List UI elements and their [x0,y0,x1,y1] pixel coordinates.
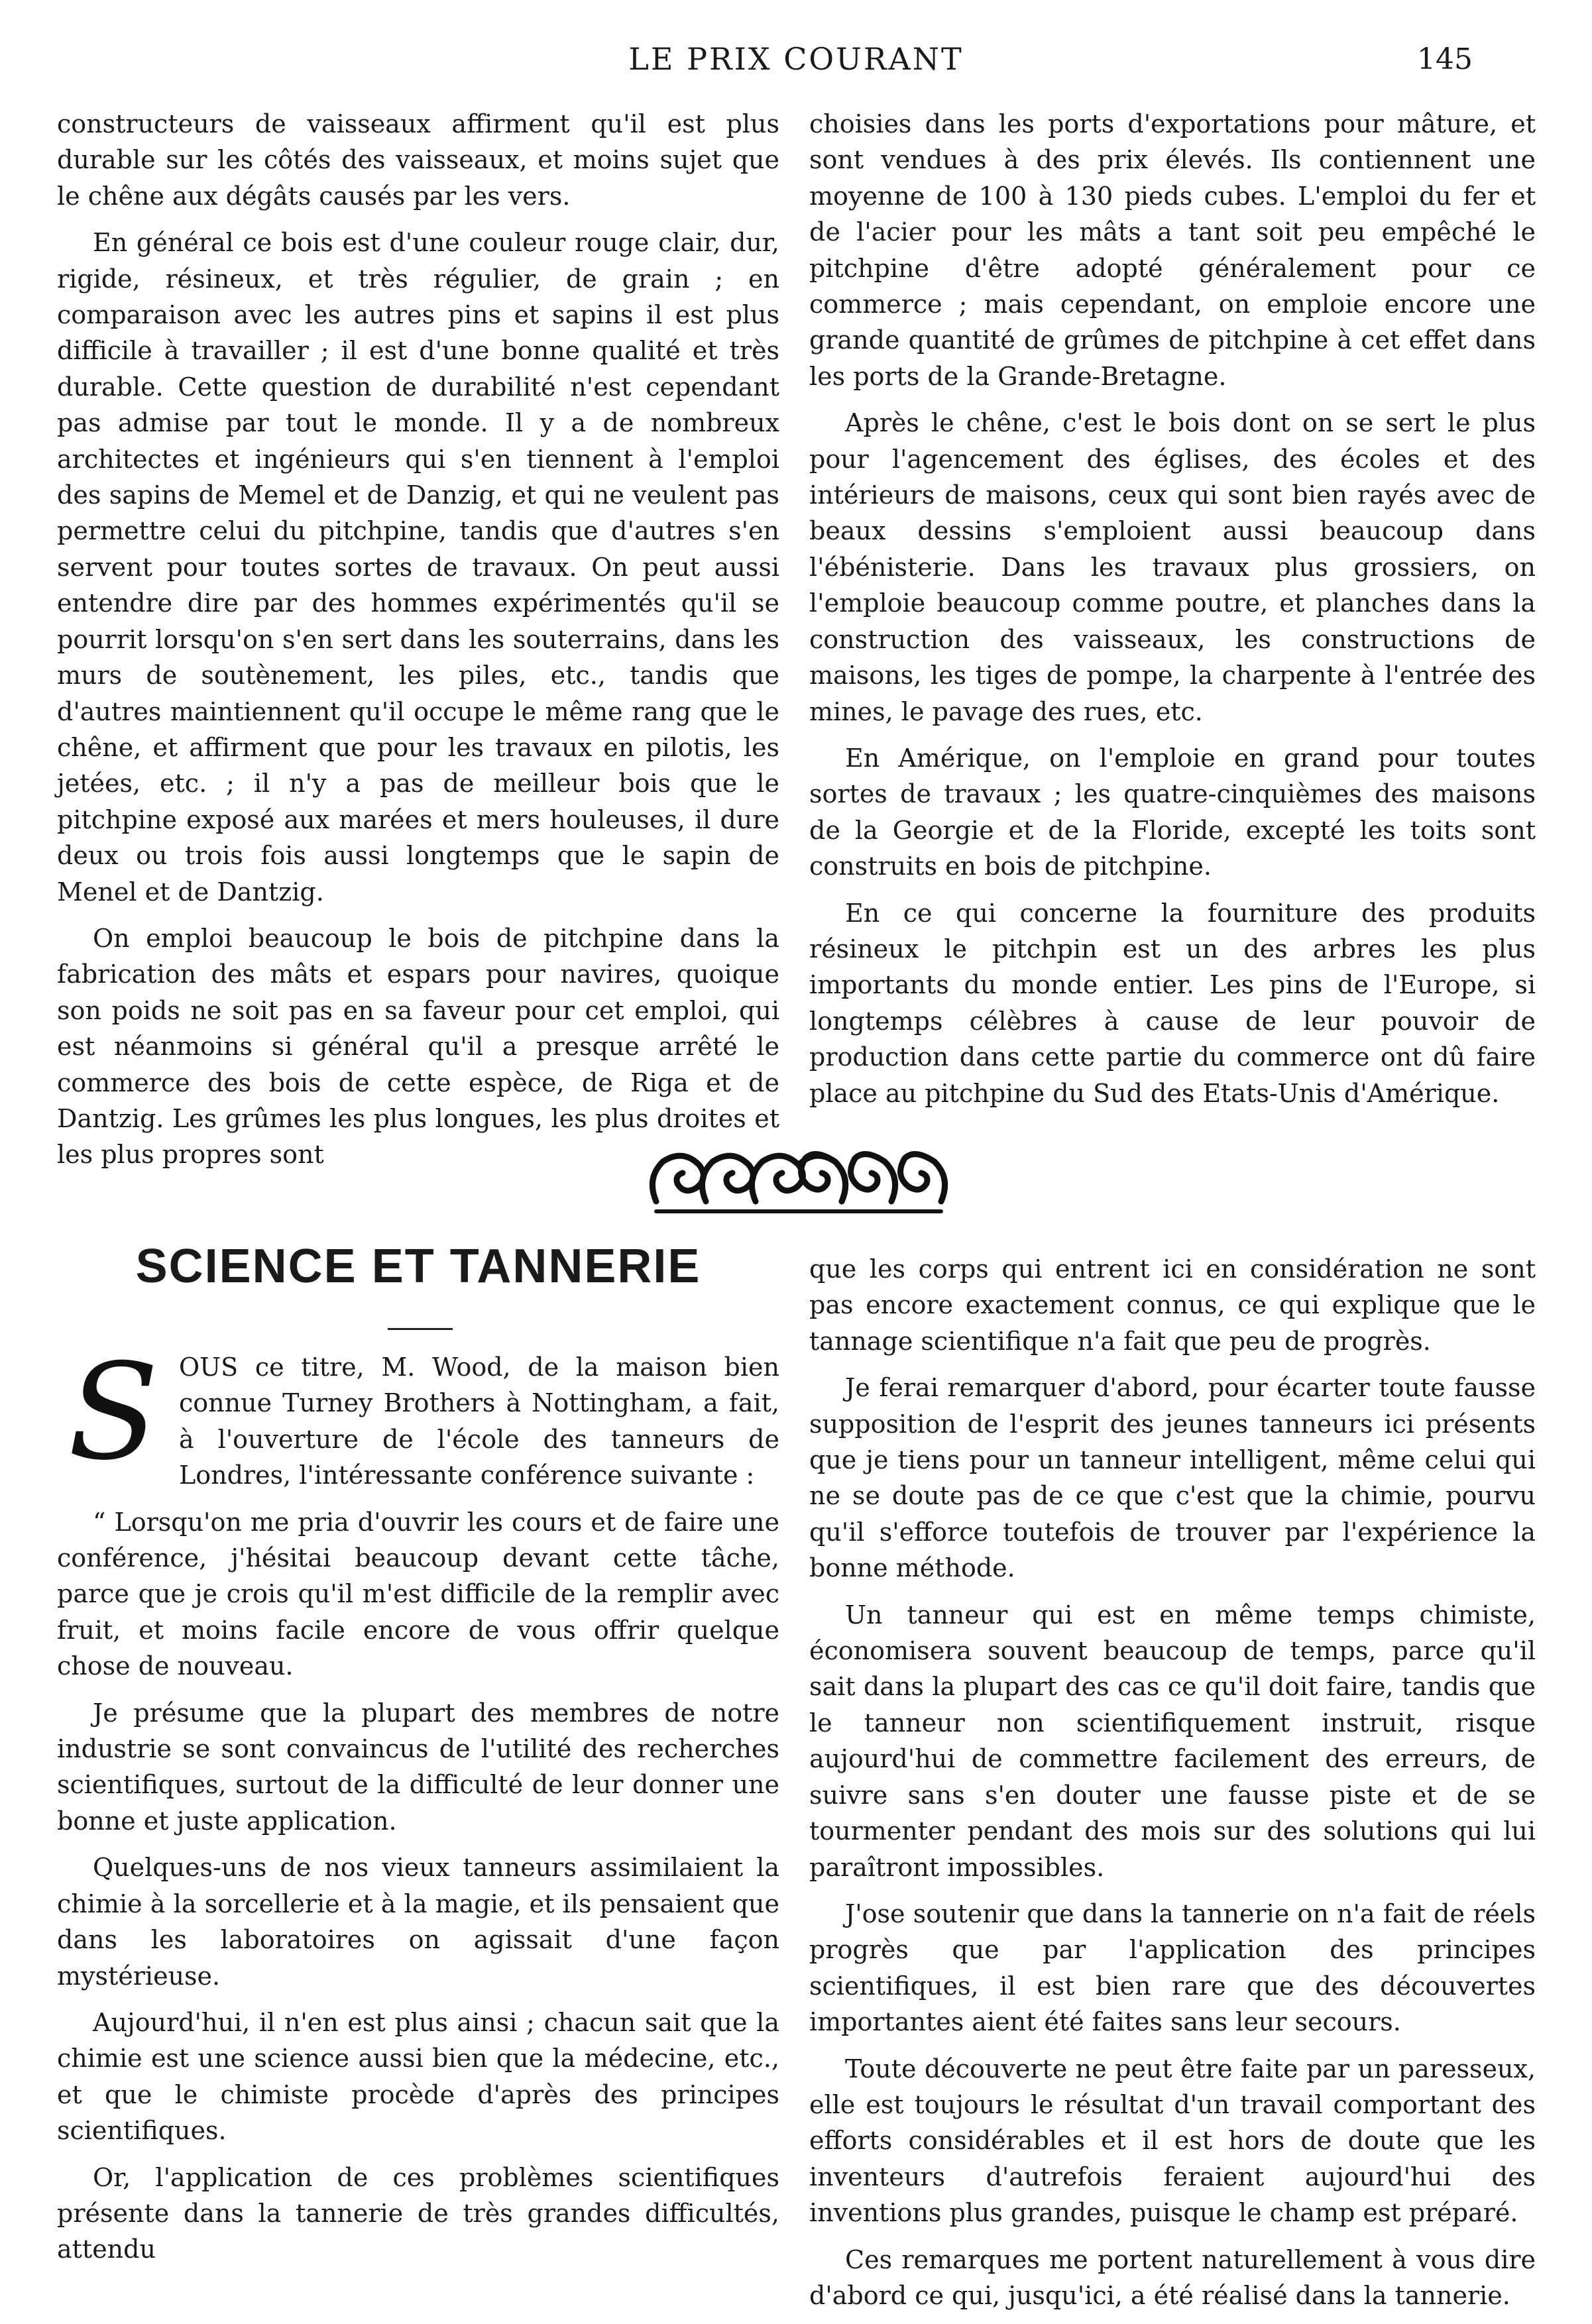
article-title: SCIENCE ET TANNERIE [135,1240,701,1293]
paragraph: que les corps qui entrent ici en considération ne sont pas encore exactement connus, ce qui explique que le tannage scientifique n'a fait que peu de progrès. [809,1254,1536,1356]
paragraph: En ce qui concerne la fourniture des produits résineux le pitchpin est un des arbres les plus importants du monde entier. Les pins de l'Europe, si longtemps célèbres à cause de leur pouvoir de production dans cette partie du commerce ont dû faire place au pitchpine du Sud des Etats-Unis d'Amérique. [809,898,1536,1108]
paragraph: Je ferai remarquer d'abord, pour écarter toute fausse supposition de l'esprit des jeunes tanneurs ici présents que je tiens pour un tanneur intelligent, même celui qui ne se doute pas de ce que c'est que la chimie, pourvu qu'il s'efforce toutefois de trouver par l'expérience la bonne méthode. [809,1373,1536,1583]
running-header-title: LE PRIX COURANT [628,41,964,77]
paragraph: Après le chêne, c'est le bois dont on se sert le plus pour l'agencement des églises, des écoles et des intérieurs de maisons, ceux qui sont bien rayés avec de beaux dessins s'emploient aussi beaucoup dans l'ébénisterie. Dans les travaux plus grossiers, on l'emploie beaucoup comme poutre, et planches dans la construction des vaisseaux, les constructions de maisons, les tiges de pompe, la charpente à l'entrée des mines, le pavage des rues, etc. [809,408,1536,726]
article-right-column [809,1251,1536,2324]
paragraph: On emploi beaucoup le bois de pitchpine dans la fabrication des mâts et espars pour navires, quoique son poids ne soit pas en sa faveur pour cet emploi, qui est néanmoins si général qu'il a presque arrêté le commerce des bois de cette espèce, de Riga et de Dantzig. Les grûmes les plus longues, les plus droites et les plus propres sont [57,923,779,1170]
paragraph: En général ce bois est d'une couleur rouge clair, dur, rigide, résineux, et très régulier, de grain ; en comparaison avec les autres pins et sapins il est plus difficile à travailler ; il est d'une bonne qualité et très durable. Cette question de durabilité n'est cependant pas admise par tout le monde. Il y a de nombreux architectes et ingénieurs qui s'en tiennent à l'emploi des sapins de Memel et de Danzig, et qui ne veulent pas permettre celui du pitchpine, tandis que d'autres s'en servent pour toutes sortes de travaux. On peut aussi entendre dire par des hommes expérimentés qu'il se pourrit lorsqu'on s'en sert dans les souterrains, dans les murs de soutènement, les piles, etc., tandis que d'autres maintiennent qu'il occupe le même rang que le chêne, et affirment que pour les travaux en pilotis, les jetées, etc. ; il n'y a pas de meilleur bois que le pitchpine exposé aux marées et mers houleuses, il dure deux ou trois fois aussi longtemps que le sapin de Menel et de Dantzig. [57,228,779,907]
article-left-column [57,1349,779,2278]
paragraph: choisies dans les ports d'exportations pour mâture, et sont vendues à des prix élevés. Ils contiennent une moyenne de 100 à 130 pieds cubes. L'emploi du fer et de l'acier pour les mâts a tant soit peu empêché le pitchpine d'être adopté généralement pour ce commerce ; mais cependant, on emploie encore une grande quantité de grûmes de pitchpine à cet effet dans les ports de la Grande-Bretagne. [809,109,1536,391]
paragraph: “ Lorsqu'on me pria d'ouvrir les cours et de faire une conférence, j'hésitai beaucoup devant cette tâche, parce que je crois qu'il m'est difficile de la remplir avec fruit, et moins facile encore de vous offrir quelque chose de nouveau. [57,1507,779,1681]
paragraph: Or, l'application de ces problèmes scientifiques présente dans la tannerie de très grandes difficultés, attendu [57,2162,779,2264]
title-rule [388,1328,453,1330]
page-number: 145 [1417,42,1473,76]
top-right-column [809,106,1536,1122]
top-left-column [57,106,779,1184]
paragraph: Un tanneur qui est en même temps chimiste, économisera souvent beaucoup de temps, parce qu'il sait dans la plupart des cas ce qu'il doit faire, tandis que le tanneur non scientifiquement instruit, risque aujourd'hui de commettre facilement des erreurs, de suivre sans s'en douter une fausse piste et de se tourmenter pendant des mois sur des solutions qui lui paraîtront impossibles. [809,1600,1536,1882]
intro-block [57,1349,779,1494]
paragraph: constructeurs de vaisseaux affirment qu'il est plus durable sur les côtés des vaisseaux, et moins sujet que le chêne aux dégâts causés par les vers. [57,109,779,211]
paragraph: Je présume que la plupart des membres de notre industrie se sont convaincus de l'utilité des recherches scientifiques, surtout de la difficulté de leur donner une bonne et juste application. [57,1698,779,1836]
spiral-ornament-divider [643,1138,954,1225]
paragraph: J'ose soutenir que dans la tannerie on n'a fait de réels progrès que par l'application des principes scientifiques, il est bien rare que des découvertes importantes aient été faites sans leur secours. [809,1899,1536,2037]
intro-paragraph: OUS ce titre, M. Wood, de la maison bien connue Turney Brothers à Nottingham, a fait, à l'ouverture de l'école des tanneurs de Londres, l'intéressante conférence suivante : [179,1353,779,1490]
paragraph: Aujourd'hui, il n'en est plus ainsi ; chacun sait que la chimie est une science aussi bien que la médecine, etc., et que le chimiste procède d'après des principes scientifiques. [57,2007,779,2146]
paragraph: Toute découverte ne peut être faite par un paresseux, elle est toujours le résultat d'un travail comportant des efforts considérables et il est hors de doute que les inventeurs d'autrefois feraient aujourd'hui des inventions plus grandes, puisque le champ est préparé. [809,2054,1536,2228]
paragraph: Quelques-uns de nos vieux tanneurs assimilaient la chimie à la sorcellerie et à la magie, et ils pensaient que dans les laboratoires on agissait d'une façon mystérieuse. [57,1853,779,1991]
decorative-dropcap [57,1352,170,1471]
paragraph: En Amérique, on l'emploie en grand pour toutes sortes de travaux ; les quatre-cinquièmes des maisons de la Georgie et de la Floride, excepté les toits sont construits en bois de pitchpine. [809,743,1536,881]
dropcap-letter: S [68,1352,159,1471]
paragraph: Ces remarques me portent naturellement à vous dire d'abord ce qui, jusqu'ici, a été réalisé dans la tannerie. [809,2244,1536,2310]
